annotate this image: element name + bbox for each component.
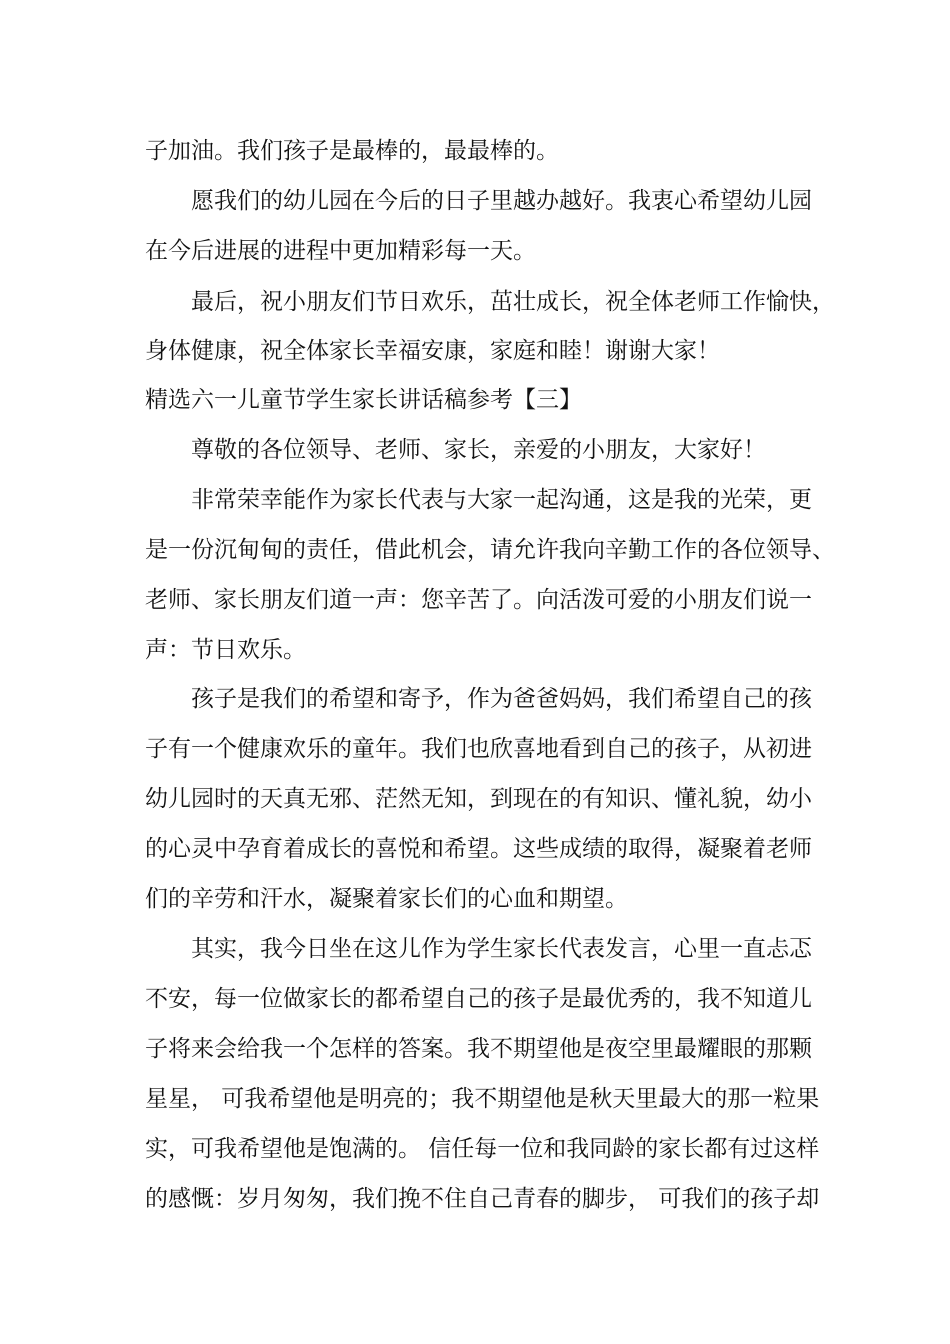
- paragraph-start-line: 尊敬的各位领导、老师、家长，亲爱的小朋友，大家好！: [191, 437, 766, 463]
- paragraph-start-line: 其实，我今日坐在这儿作为学生家长代表发言，心里一直忐忑: [191, 936, 812, 962]
- text-line: 星星， 可我希望他是明亮的；我不期望他是秋天里最大的那一粒果: [145, 1086, 820, 1112]
- text-line: 在今后进展的进程中更加精彩每一天。: [145, 238, 536, 264]
- text-line: 子加油。我们孩子是最棒的，最最棒的。: [145, 138, 559, 164]
- text-line: 实，可我希望他是饱满的。 信任每一位和我同龄的家长都有过这样: [145, 1136, 820, 1162]
- section-heading: 精选六一儿童节学生家长讲话稿参考【三】: [145, 387, 582, 413]
- text-line: 们的辛劳和汗水，凝聚着家长们的心血和期望。: [145, 886, 628, 912]
- text-line: 子将来会给我一个怎样的答案。我不期望他是夜空里最耀眼的那颗: [145, 1036, 812, 1062]
- text-line: 身体健康，祝全体家长幸福安康，家庭和睦！谢谢大家！: [145, 338, 720, 364]
- text-line: 的感慨：岁月匆匆，我们挽不住自己青春的脚步， 可我们的孩子却: [145, 1186, 820, 1212]
- text-line: 子有一个健康欢乐的童年。我们也欣喜地看到自己的孩子，从初进: [145, 736, 812, 762]
- paragraph-start-line: 非常荣幸能作为家长代表与大家一起沟通，这是我的光荣，更: [191, 487, 812, 513]
- text-line: 是一份沉甸甸的责任，借此机会，请允许我向辛勤工作的各位领导、: [145, 537, 835, 563]
- paragraph-start-line: 孩子是我们的希望和寄予，作为爸爸妈妈，我们希望自己的孩: [191, 686, 812, 712]
- paragraph-start-line: 愿我们的幼儿园在今后的日子里越办越好。我衷心希望幼儿园: [191, 188, 812, 214]
- text-line: 的心灵中孕育着成长的喜悦和希望。这些成绩的取得，凝聚着老师: [145, 836, 812, 862]
- text-line: 幼儿园时的天真无邪、茫然无知，到现在的有知识、懂礼貌，幼小: [145, 786, 812, 812]
- text-line: 声：节日欢乐。: [145, 637, 306, 663]
- text-line: 老师、家长朋友们道一声：您辛苦了。向活泼可爱的小朋友们说一: [145, 587, 812, 613]
- text-line: 不安，每一位做家长的都希望自己的孩子是最优秀的，我不知道儿: [145, 986, 812, 1012]
- paragraph-start-line: 最后，祝小朋友们节日欢乐，茁壮成长，祝全体老师工作愉快，: [191, 289, 835, 315]
